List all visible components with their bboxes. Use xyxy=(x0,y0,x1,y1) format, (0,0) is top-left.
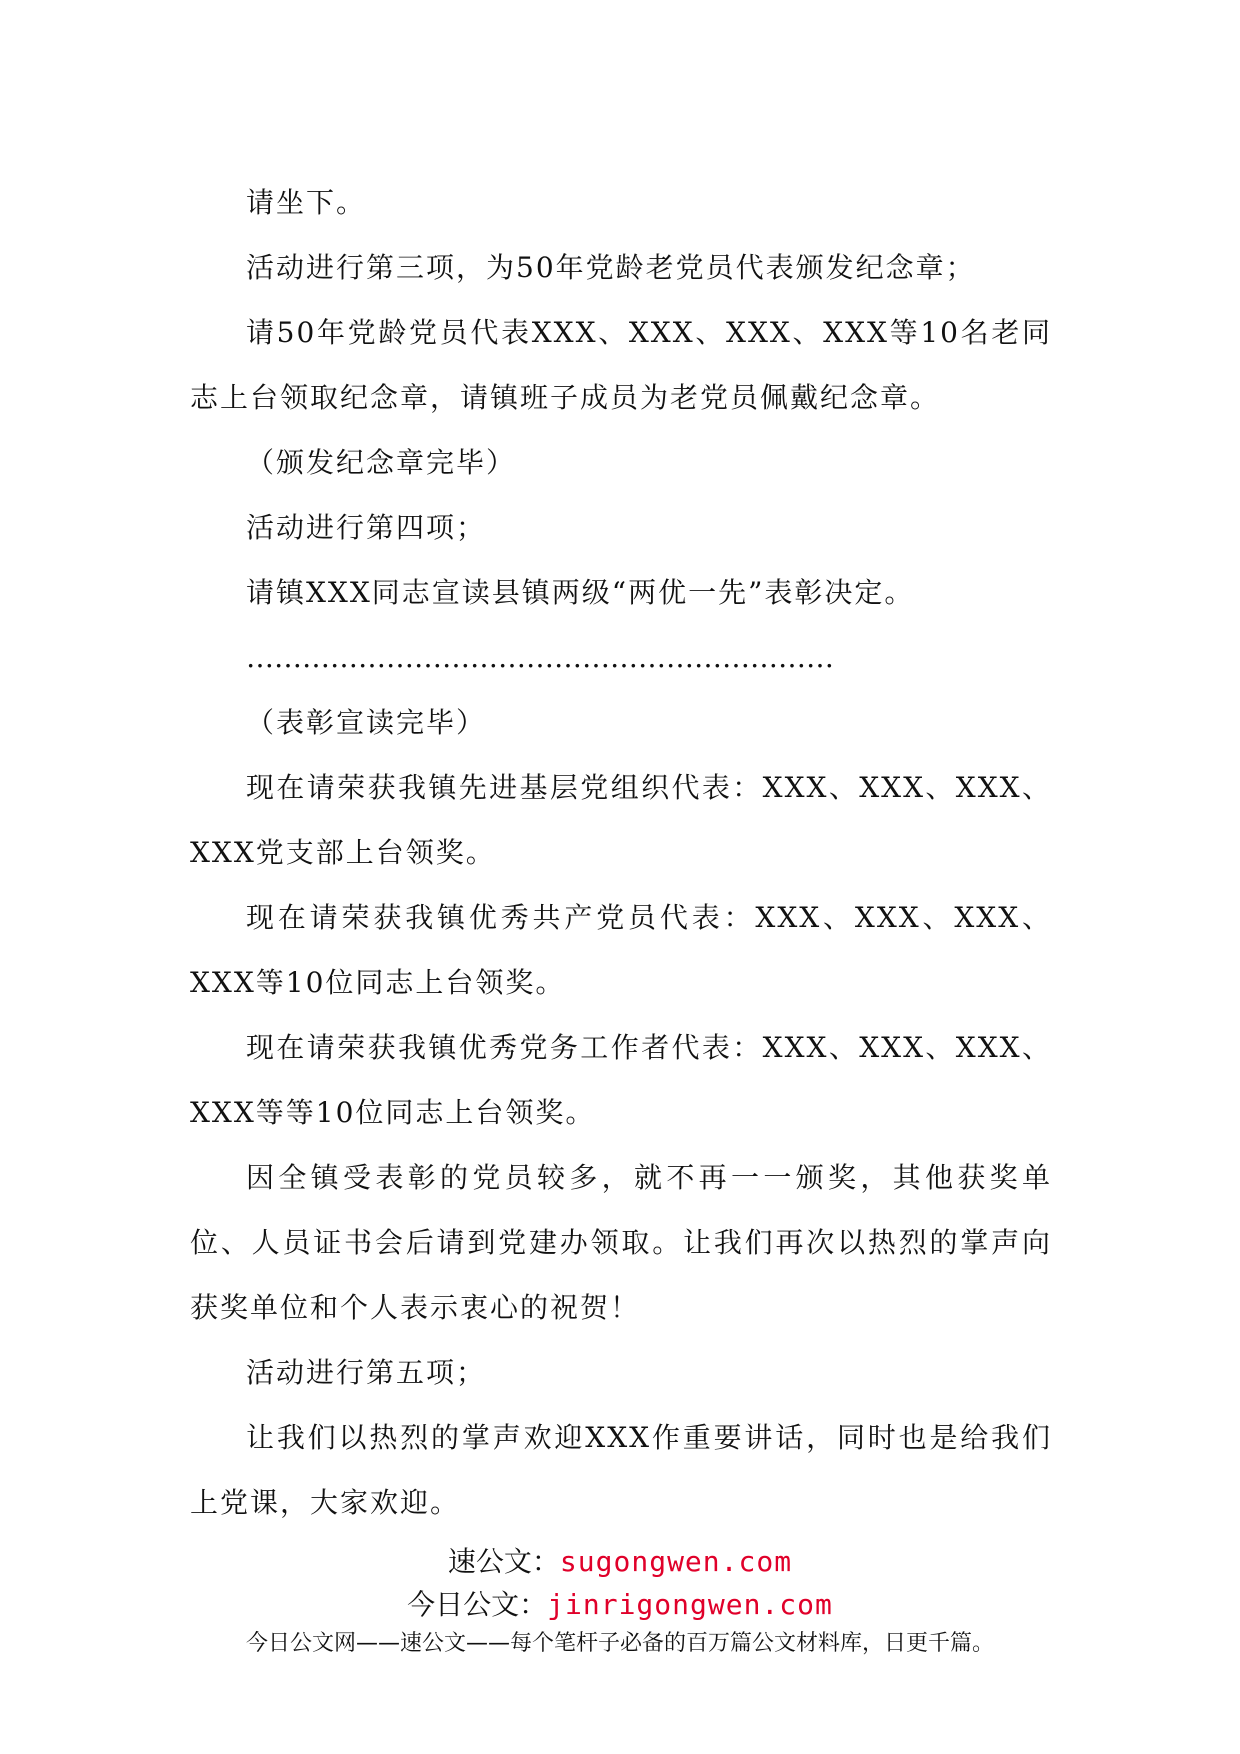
paragraph: 现在请荣获我镇先进基层党组织代表：XXX、XXX、XXX、XXX党支部上台领奖。 xyxy=(190,771,1052,869)
paragraph: 现在请荣获我镇优秀党务工作者代表：XXX、XXX、XXX、XXX等等10位同志上台领奖。 xyxy=(190,1031,1052,1129)
paragraph: 现在请荣获我镇优秀共产党员代表：XXX、XXX、XXX、XXX等10位同志上台领奖。 xyxy=(190,901,1052,999)
paragraph: 请坐下。 xyxy=(246,186,367,219)
footer-label: 今日公文： xyxy=(407,1588,548,1621)
paragraph: 请镇XXX同志宣读县镇两级“两优一先”表彰决定。 xyxy=(246,576,915,609)
document-body xyxy=(190,170,1052,1535)
paragraph: （表彰宣读完毕） xyxy=(246,706,487,739)
footer-label: 速公文： xyxy=(447,1545,560,1578)
paragraph: 请50年党龄党员代表XXX、XXX、XXX、XXX等10名老同志上台领取纪念章，请镇班子成员为老党员佩戴纪念章。 xyxy=(190,316,1052,414)
paragraph: 因全镇受表彰的党员较多，就不再一一颁奖，其他获奖单位、人员证书会后请到党建办领取。让我们再次以热烈的掌声向获奖单位和个人表示衷心的祝贺！ xyxy=(190,1161,1052,1324)
footer-tagline: 今日公文网——速公文——每个笔杆子必备的百万篇公文材料库，日更千篇。 xyxy=(245,1631,994,1656)
footer-line-sugongwen xyxy=(0,1540,1240,1580)
paragraph: 让我们以热烈的掌声欢迎XXX作重要讲话，同时也是给我们上党课，大家欢迎。 xyxy=(190,1421,1052,1519)
jinrigongwen-link[interactable]: jinrigongwen.com xyxy=(547,1588,833,1621)
paragraph: 活动进行第五项； xyxy=(246,1356,487,1389)
sugongwen-link[interactable]: sugongwen.com xyxy=(559,1545,793,1578)
ellipsis-separator: ……………………………………………………… xyxy=(246,641,834,674)
paragraph: 活动进行第四项； xyxy=(246,511,487,544)
paragraph: （颁发纪念章完毕） xyxy=(246,446,517,479)
paragraph: 活动进行第三项，为50年党龄老党员代表颁发纪念章； xyxy=(246,251,976,284)
footer-line-jinrigongwen xyxy=(0,1583,1240,1623)
